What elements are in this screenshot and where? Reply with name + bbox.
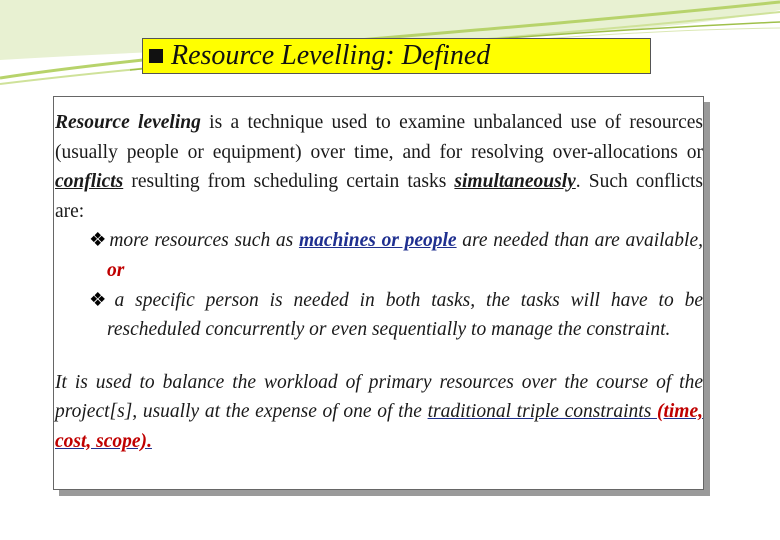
content-text xyxy=(55,108,703,457)
square-bullet-icon xyxy=(149,49,163,63)
slide-title-text: Resource Levelling: Defined xyxy=(171,40,491,71)
diamond-bullet-icon: ❖ xyxy=(89,230,108,252)
emphasis-or: or xyxy=(107,259,125,281)
purpose-paragraph: It is used to balance the workload of primary resources over the course of the project[s], usually at the expense of one of the traditional triple constraints (time, cost, scope). xyxy=(55,371,703,452)
emphasis-simultaneously: simultaneously xyxy=(454,171,576,193)
emphasis-conflicts: conflicts xyxy=(55,171,124,193)
list-item: ❖ a specific person is needed in both tasks, the tasks will have to be rescheduled concurrently or even sequentially to manage the constraint. xyxy=(89,289,703,341)
term-resource-leveling: Resource leveling xyxy=(55,112,201,133)
slide-title xyxy=(142,38,651,74)
list-item: ❖ more resources such as machines or people are needed than are available, or xyxy=(89,230,703,281)
definition-paragraph: Resource leveling is a technique used to examine unbalanced use of resources (usually people or equipment) over time, and for resolving over-allocations or conflicts resulting from scheduling certain tasks simultaneously. Such conflicts are: xyxy=(55,112,703,222)
emphasis-machines-people: machines or people xyxy=(298,230,457,252)
diamond-bullet-icon: ❖ xyxy=(89,289,113,311)
triple-constraints-phrase: traditional triple constraints (time, cost, scope). xyxy=(55,401,703,452)
constraints-list: (time, cost, scope) xyxy=(55,401,703,452)
